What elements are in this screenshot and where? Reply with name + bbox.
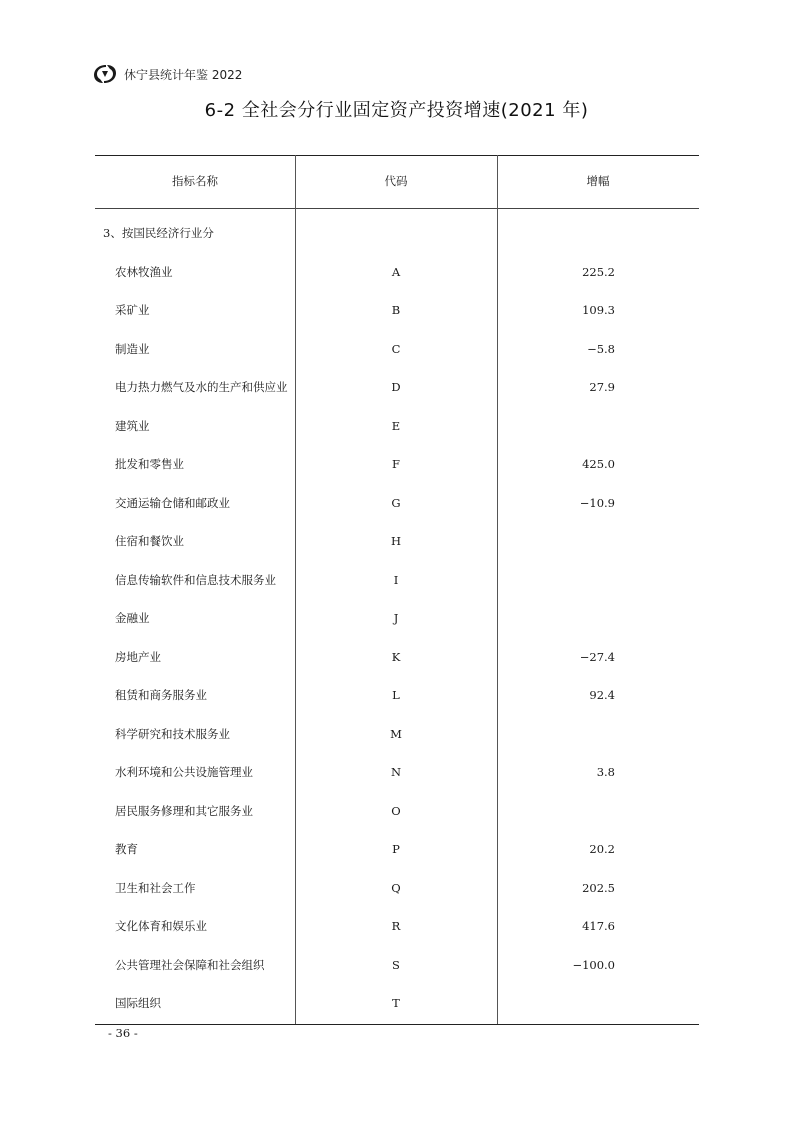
table-row xyxy=(95,984,699,1022)
row-code: P xyxy=(392,842,400,856)
row-value xyxy=(497,599,615,637)
row-code: T xyxy=(392,996,400,1010)
row-code: D xyxy=(391,380,401,394)
table-row xyxy=(95,792,699,830)
table-group-row xyxy=(95,214,699,252)
table-row xyxy=(95,407,699,445)
row-name: 科学研究和技术服务业 xyxy=(115,726,230,741)
row-code: G xyxy=(391,495,401,510)
row-code: L xyxy=(392,688,400,702)
row-code: A xyxy=(391,264,401,279)
row-name: 租赁和商务服务业 xyxy=(115,688,207,702)
row-code: I xyxy=(393,572,399,587)
table-row xyxy=(95,291,699,329)
row-code: J xyxy=(393,611,399,625)
row-value xyxy=(497,407,615,445)
row-name: 3、按国民经济行业分 xyxy=(103,226,214,240)
table-row xyxy=(95,907,699,945)
row-name: 建筑业 xyxy=(115,418,150,433)
yearbook-header xyxy=(92,62,242,86)
row-name: 采矿业 xyxy=(115,303,150,317)
yearbook-title: 休宁县统计年鉴 2022 xyxy=(124,67,243,82)
row-value: −10.9 xyxy=(579,495,615,510)
row-name: 农林牧渔业 xyxy=(115,264,173,279)
row-code: E xyxy=(391,418,401,433)
column-header-value: 增幅 xyxy=(586,174,610,188)
table-row xyxy=(95,869,699,907)
row-value xyxy=(497,561,615,599)
table-row xyxy=(95,253,699,291)
row-code: M xyxy=(390,726,402,741)
table-row xyxy=(95,715,699,753)
page-number: - 36 - xyxy=(108,1026,138,1040)
table-bottom-rule xyxy=(95,1024,699,1025)
row-value: −5.8 xyxy=(587,341,615,356)
row-value xyxy=(497,214,615,252)
row-code: S xyxy=(392,957,400,972)
row-name: 公共管理社会保障和社会组织 xyxy=(115,957,265,972)
row-code: N xyxy=(390,765,402,779)
row-code: K xyxy=(391,649,401,664)
row-code: O xyxy=(391,803,401,818)
row-value: 225.2 xyxy=(582,264,615,279)
row-name: 国际组织 xyxy=(115,996,161,1010)
row-name: 居民服务修理和其它服务业 xyxy=(115,803,253,818)
row-code: B xyxy=(391,303,401,317)
table-row xyxy=(95,753,699,791)
table-row xyxy=(95,330,699,368)
row-code: H xyxy=(390,534,402,548)
row-value: 3.8 xyxy=(596,765,615,779)
row-value: 92.4 xyxy=(589,688,615,702)
yearbook-logo-icon xyxy=(92,62,118,86)
row-value: −27.4 xyxy=(579,649,615,664)
row-code: R xyxy=(391,919,401,933)
row-code: Q xyxy=(391,880,401,895)
row-name: 制造业 xyxy=(115,341,150,356)
row-value: 20.2 xyxy=(589,842,615,856)
table-row xyxy=(95,445,699,483)
row-name: 卫生和社会工作 xyxy=(115,880,196,895)
row-value: 425.0 xyxy=(582,457,615,471)
row-name: 文化体育和娱乐业 xyxy=(115,919,207,933)
row-name: 交通运输仓储和邮政业 xyxy=(115,495,230,510)
table-row xyxy=(95,599,699,637)
row-code: F xyxy=(392,457,400,471)
row-name: 信息传输软件和信息技术服务业 xyxy=(115,572,276,587)
row-code: C xyxy=(391,341,401,356)
row-value xyxy=(497,522,615,560)
row-name: 房地产业 xyxy=(115,649,161,664)
table-row xyxy=(95,368,699,406)
row-code xyxy=(295,214,497,252)
column-header-name: 指标名称 xyxy=(172,174,218,188)
row-value xyxy=(497,792,615,830)
table-row xyxy=(95,638,699,676)
table-row xyxy=(95,561,699,599)
row-value xyxy=(497,984,615,1022)
table-header-rule xyxy=(95,208,699,209)
row-name: 批发和零售业 xyxy=(115,457,184,471)
table-row xyxy=(95,946,699,984)
table-row xyxy=(95,830,699,868)
table-row xyxy=(95,484,699,522)
table-row xyxy=(95,676,699,714)
row-name: 电力热力燃气及水的生产和供应业 xyxy=(115,380,288,394)
row-name: 教育 xyxy=(115,842,138,856)
table-title: 6-2 全社会分行业固定资产投资增速(2021 年) xyxy=(204,100,589,121)
row-value: 417.6 xyxy=(582,919,615,933)
row-value: 202.5 xyxy=(582,880,615,895)
row-value: −100.0 xyxy=(572,957,615,972)
row-value: 27.9 xyxy=(589,380,615,394)
table-row xyxy=(95,522,699,560)
row-value: 109.3 xyxy=(582,303,615,317)
column-header-code: 代码 xyxy=(384,174,408,188)
row-name: 金融业 xyxy=(115,611,150,625)
row-name: 住宿和餐饮业 xyxy=(115,534,184,548)
row-value xyxy=(497,715,615,753)
row-name: 水利环境和公共设施管理业 xyxy=(115,765,253,779)
